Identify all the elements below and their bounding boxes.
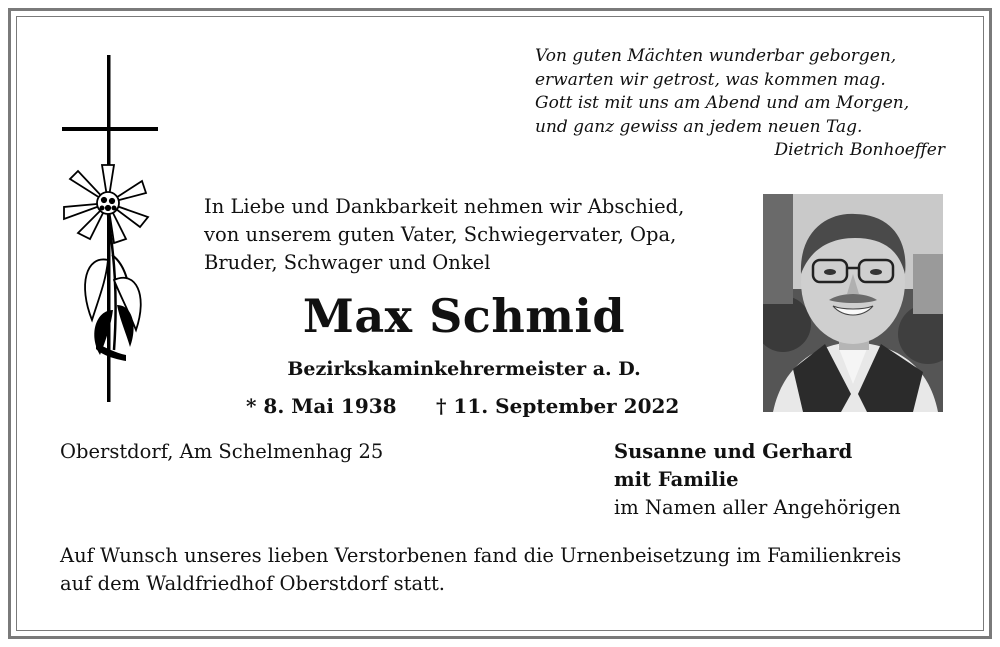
cross-with-edelweiss-icon <box>56 55 168 405</box>
intro-line: von unserem guten Vater, Schwiegervater, Opa, <box>204 223 677 246</box>
address: Oberstdorf, Am Schelmenhag 25 <box>60 440 384 463</box>
portrait-photo <box>763 194 943 412</box>
family-signature <box>614 438 954 522</box>
notice-line: Auf Wunsch unseres lieben Verstorbenen fand die Urnenbeisetzung im Familienkreis <box>60 544 902 567</box>
death-date: † 11. September 2022 <box>436 394 680 418</box>
quote-line: Gott ist mit uns am Abend und am Morgen, <box>535 93 910 113</box>
deceased-title: Bezirkskaminkehrermeister a. D. <box>287 358 641 380</box>
quote-line: erwarten wir getrost, was kommen mag. <box>535 69 886 90</box>
quote-line: und ganz gewiss an jedem neuen Tag. <box>535 116 863 137</box>
intro-line: Bruder, Schwager und Onkel <box>204 251 491 274</box>
quote-author: Dietrich Bonhoeffer <box>774 140 945 160</box>
intro-line: In Liebe und Dankbarkeit nehmen wir Abschied, <box>204 195 685 218</box>
family-line: mit Familie <box>614 468 739 491</box>
bonhoeffer-quote <box>535 45 945 163</box>
family-line: Susanne und Gerhard <box>614 440 853 463</box>
intro-text <box>204 193 744 277</box>
notice-line: auf dem Waldfriedhof Oberstdorf statt. <box>60 572 445 595</box>
deceased-name: Max Schmid <box>302 289 626 343</box>
quote-line: Von guten Mächten wunderbar geborgen, <box>535 46 897 66</box>
burial-notice <box>60 542 960 598</box>
birth-date: * 8. Mai 1938 <box>246 394 397 418</box>
family-line: im Namen aller Angehörigen <box>614 496 901 519</box>
